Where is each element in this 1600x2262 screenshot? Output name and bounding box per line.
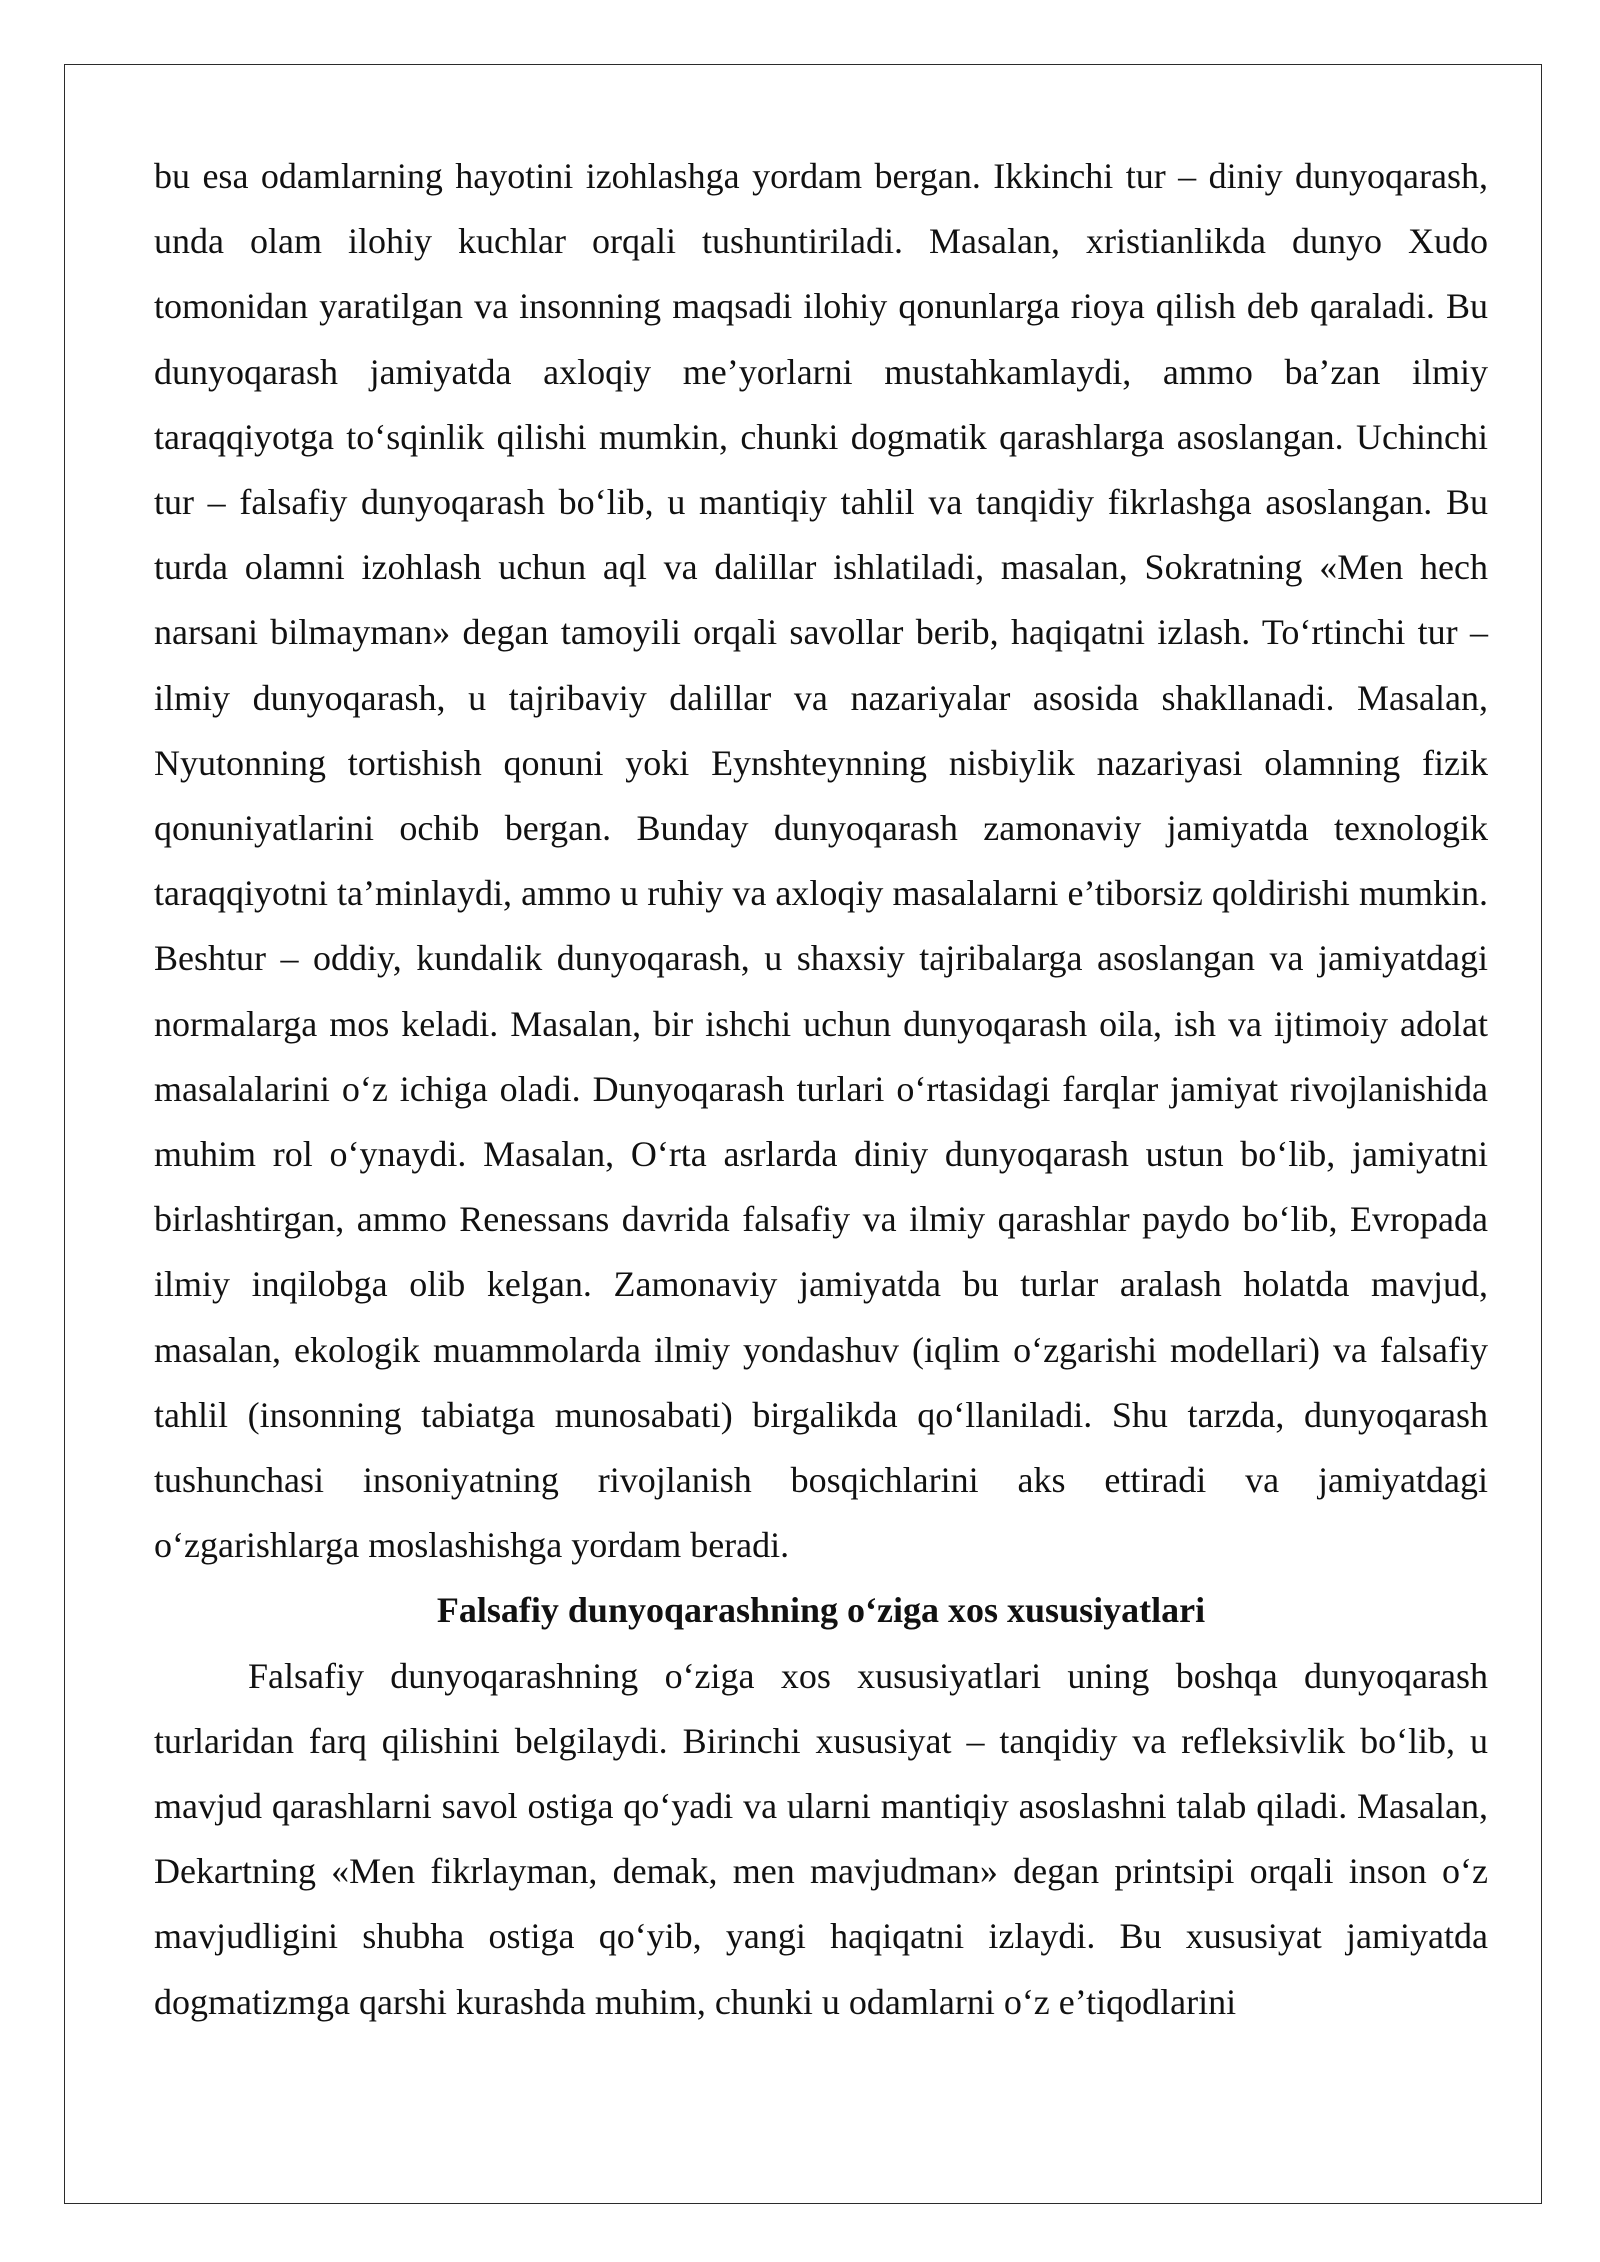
paragraph-continued: bu esa odamlarning hayotini izohlashga yordam bergan. Ikkinchi tur – diniy dunyoqarash, unda olam ilohiy kuchlar orqali tushuntiriladi. Masalan, xristianlikda dunyo Xudo tomonidan yaratilgan va insonning maqsadi ilohiy qonunlarga rioya qilish deb qaraladi. Bu dunyoqarash jamiyatda axloqiy me’yorlarni mustahkamlaydi, ammo ba’zan ilmiy taraqqiyotga to‘sqinlik qilishi mumkin, chunki dogmatik qarashlarga asoslangan. Uchinchi tur – falsafiy dunyoqarash bo‘lib, u mantiqiy tahlil va tanqidiy fikrlashga asoslangan. Bu turda olamni izohlash uchun aql va dalillar ishlatiladi, masalan, Sokratning «Men hech narsani bilmayman» degan tamoyili orqali savollar berib, haqiqatni izlash. To‘rtinchi tur – ilmiy dunyoqarash, u tajribaviy dalillar va nazariyalar asosida shakllanadi. Masalan, Nyutonning tortishish qonuni yoki Eynshteynning nisbiylik nazariyasi olamning fizik qonuniyatlarini ochib bergan. Bunday dunyoqarash zamonaviy jamiyatda texnologik taraqqiyotni ta’minlaydi, ammo u ruhiy va axloqiy masalalarni e’tiborsiz qoldirishi mumkin. Beshtur – oddiy, kundalik dunyoqarash, u shaxsiy tajribalarga asoslangan va jamiyatdagi normalarga mos keladi. Masalan, bir ishchi uchun dunyoqarash oila, ish va ijtimoiy adolat masalalarini o‘z ichiga oladi. Dunyoqarash turlari o‘rtasidagi farqlar jamiyat rivojlanishida muhim rol o‘ynaydi. Masalan, O‘rta asrlarda diniy dunyoqarash ustun bo‘lib, jamiyatni birlashtirgan, ammo Renessans davrida falsafiy va ilmiy qarashlar paydo bo‘lib, Evropada ilmiy inqilobga olib kelgan. Zamonaviy jamiyatda bu turlar aralash holatda mavjud, masalan, ekologik muammolarda ilmiy yondashuv (iqlim o‘zgarishi modellari) va falsafiy tahlil (insonning tabiatga munosabati) birgalikda qo‘llaniladi. Shu tarzda, dunyoqarash tushunchasi insoniyatning rivojlanish bosqichlarini aks ettiradi va jamiyatdagi o‘zgarishlarga moslashishga yordam beradi.	[154, 156, 1488, 1566]
document-body	[154, 144, 1488, 2035]
section-heading: Falsafiy dunyoqarashning o‘ziga xos xususiyatlari	[436, 1590, 1206, 1631]
paragraph-section-intro: Falsafiy dunyoqarashning o‘ziga xos xususiyatlari uning boshqa dunyoqarash turlaridan farq qilishini belgilaydi. Birinchi xususiyat – tanqidiy va refleksivlik bo‘lib, u mavjud qarashlarni savol ostiga qo‘yadi va ularni mantiqiy asoslashni talab qiladi. Masalan, Dekartning «Men fikrlayman, demak, men mavjudman» degan printsipi orqali inson o‘z mavjudligini shubha ostiga qo‘yib, yangi haqiqatni izlaydi. Bu xususiyat jamiyatda dogmatizmga qarshi kurashda muhim, chunki u odamlarni o‘z e’tiqodlarini	[154, 1655, 1488, 2022]
